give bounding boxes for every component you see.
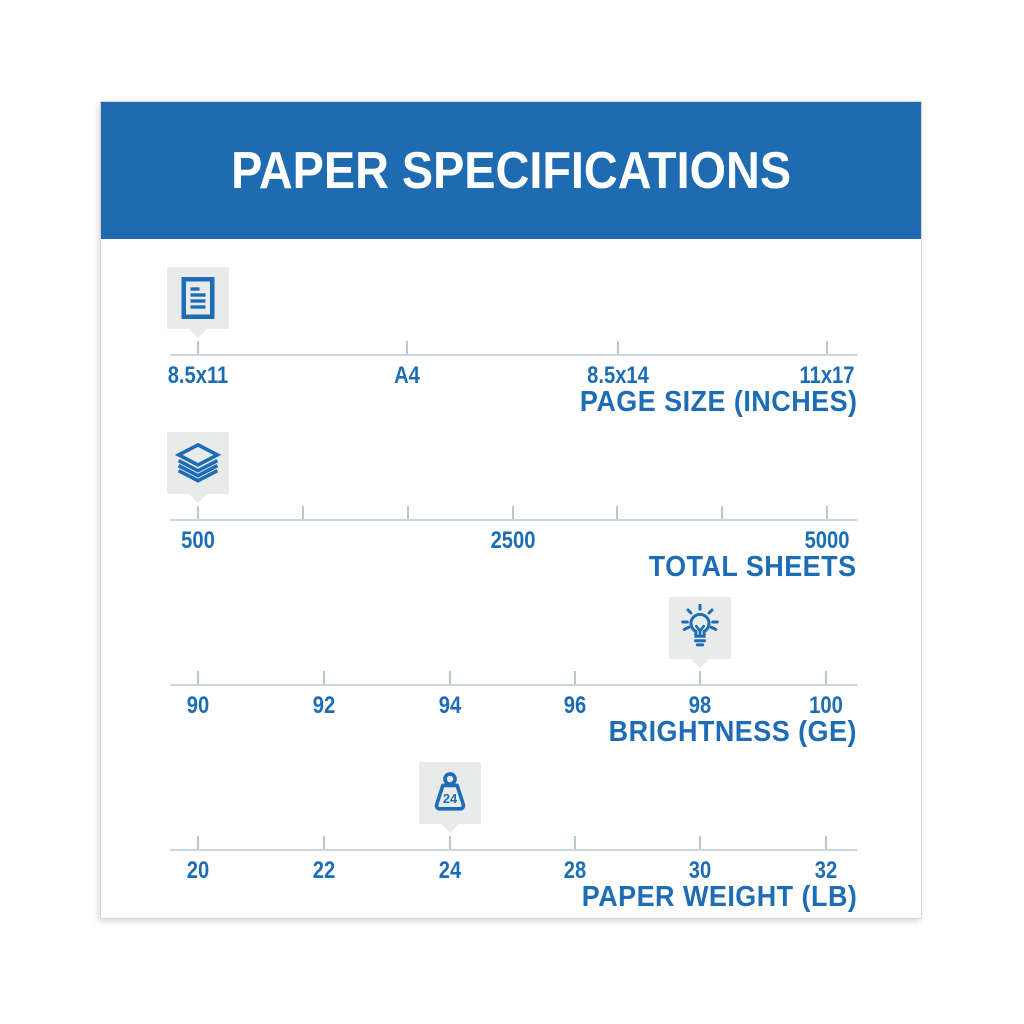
tick-mark bbox=[197, 836, 199, 849]
marker-paper-weight bbox=[419, 762, 481, 824]
tick-label: A4 bbox=[394, 362, 420, 389]
spec-card bbox=[100, 101, 922, 919]
tick-mark bbox=[826, 506, 828, 519]
marker-badge bbox=[167, 267, 229, 329]
tick-mark bbox=[197, 341, 199, 354]
tick-mark bbox=[574, 836, 576, 849]
scales bbox=[101, 239, 921, 918]
scale-rail bbox=[170, 354, 857, 356]
marker-total-sheets bbox=[167, 432, 229, 494]
header-banner bbox=[101, 102, 921, 239]
tick-label: 92 bbox=[312, 692, 336, 719]
tick-label: 8.5x14 bbox=[587, 362, 649, 389]
tick-mark bbox=[407, 506, 409, 519]
tick-label: 8.5x11 bbox=[167, 362, 229, 389]
marker-pointer bbox=[441, 824, 459, 833]
tick-label: 500 bbox=[181, 527, 215, 554]
tick-mark bbox=[323, 836, 325, 849]
scale-rail bbox=[170, 519, 857, 521]
tick-label: 94 bbox=[438, 692, 461, 719]
marker-badge bbox=[419, 762, 481, 824]
tick-mark bbox=[197, 506, 199, 519]
axis-title-paper-weight: PAPER WEIGHT (LB) bbox=[581, 881, 857, 913]
tick-mark bbox=[197, 671, 199, 684]
sheets-stack-icon bbox=[175, 442, 221, 485]
marker-brightness bbox=[669, 597, 731, 659]
page-title: PAPER SPECIFICATIONS bbox=[231, 141, 791, 200]
tick-mark bbox=[449, 671, 451, 684]
tick-mark bbox=[721, 506, 723, 519]
marker-pointer bbox=[691, 659, 709, 668]
tick-label: 11x17 bbox=[799, 362, 855, 389]
tick-label: 22 bbox=[312, 857, 336, 884]
axis-title-total-sheets: TOTAL SHEETS bbox=[649, 551, 857, 583]
tick-label: 2500 bbox=[490, 527, 536, 554]
svg-text:24: 24 bbox=[442, 791, 457, 807]
scale-rail bbox=[170, 684, 857, 686]
tick-label: 24 bbox=[438, 857, 461, 884]
lightbulb-icon bbox=[676, 604, 724, 652]
tick-label: 98 bbox=[689, 692, 712, 719]
axis-title-page-size: PAGE SIZE (INCHES) bbox=[579, 386, 857, 418]
tick-mark bbox=[574, 671, 576, 684]
weight-icon bbox=[427, 770, 473, 816]
marker-pointer bbox=[189, 329, 207, 338]
tick-label: 90 bbox=[186, 692, 210, 719]
axis-title-brightness: BRIGHTNESS (GE) bbox=[608, 716, 857, 748]
document-icon bbox=[180, 276, 216, 320]
tick-mark bbox=[616, 506, 618, 519]
marker-pointer bbox=[189, 494, 207, 503]
tick-mark bbox=[699, 836, 701, 849]
tick-mark bbox=[323, 671, 325, 684]
tick-mark bbox=[406, 341, 408, 354]
tick-mark bbox=[825, 671, 827, 684]
marker-badge bbox=[669, 597, 731, 659]
tick-label: 20 bbox=[186, 857, 210, 884]
marker-badge bbox=[167, 432, 229, 494]
tick-label: 28 bbox=[563, 857, 586, 884]
tick-label: 5000 bbox=[804, 527, 850, 554]
marker-page-size bbox=[167, 267, 229, 329]
tick-mark bbox=[699, 671, 701, 684]
tick-mark bbox=[826, 341, 828, 354]
tick-mark bbox=[825, 836, 827, 849]
tick-label: 30 bbox=[689, 857, 712, 884]
tick-mark bbox=[302, 506, 304, 519]
tick-label: 100 bbox=[809, 692, 843, 719]
scale-rail bbox=[170, 849, 857, 851]
tick-mark bbox=[617, 341, 619, 354]
tick-mark bbox=[449, 836, 451, 849]
tick-mark bbox=[512, 506, 514, 519]
tick-label: 96 bbox=[563, 692, 586, 719]
tick-label: 32 bbox=[814, 857, 838, 884]
